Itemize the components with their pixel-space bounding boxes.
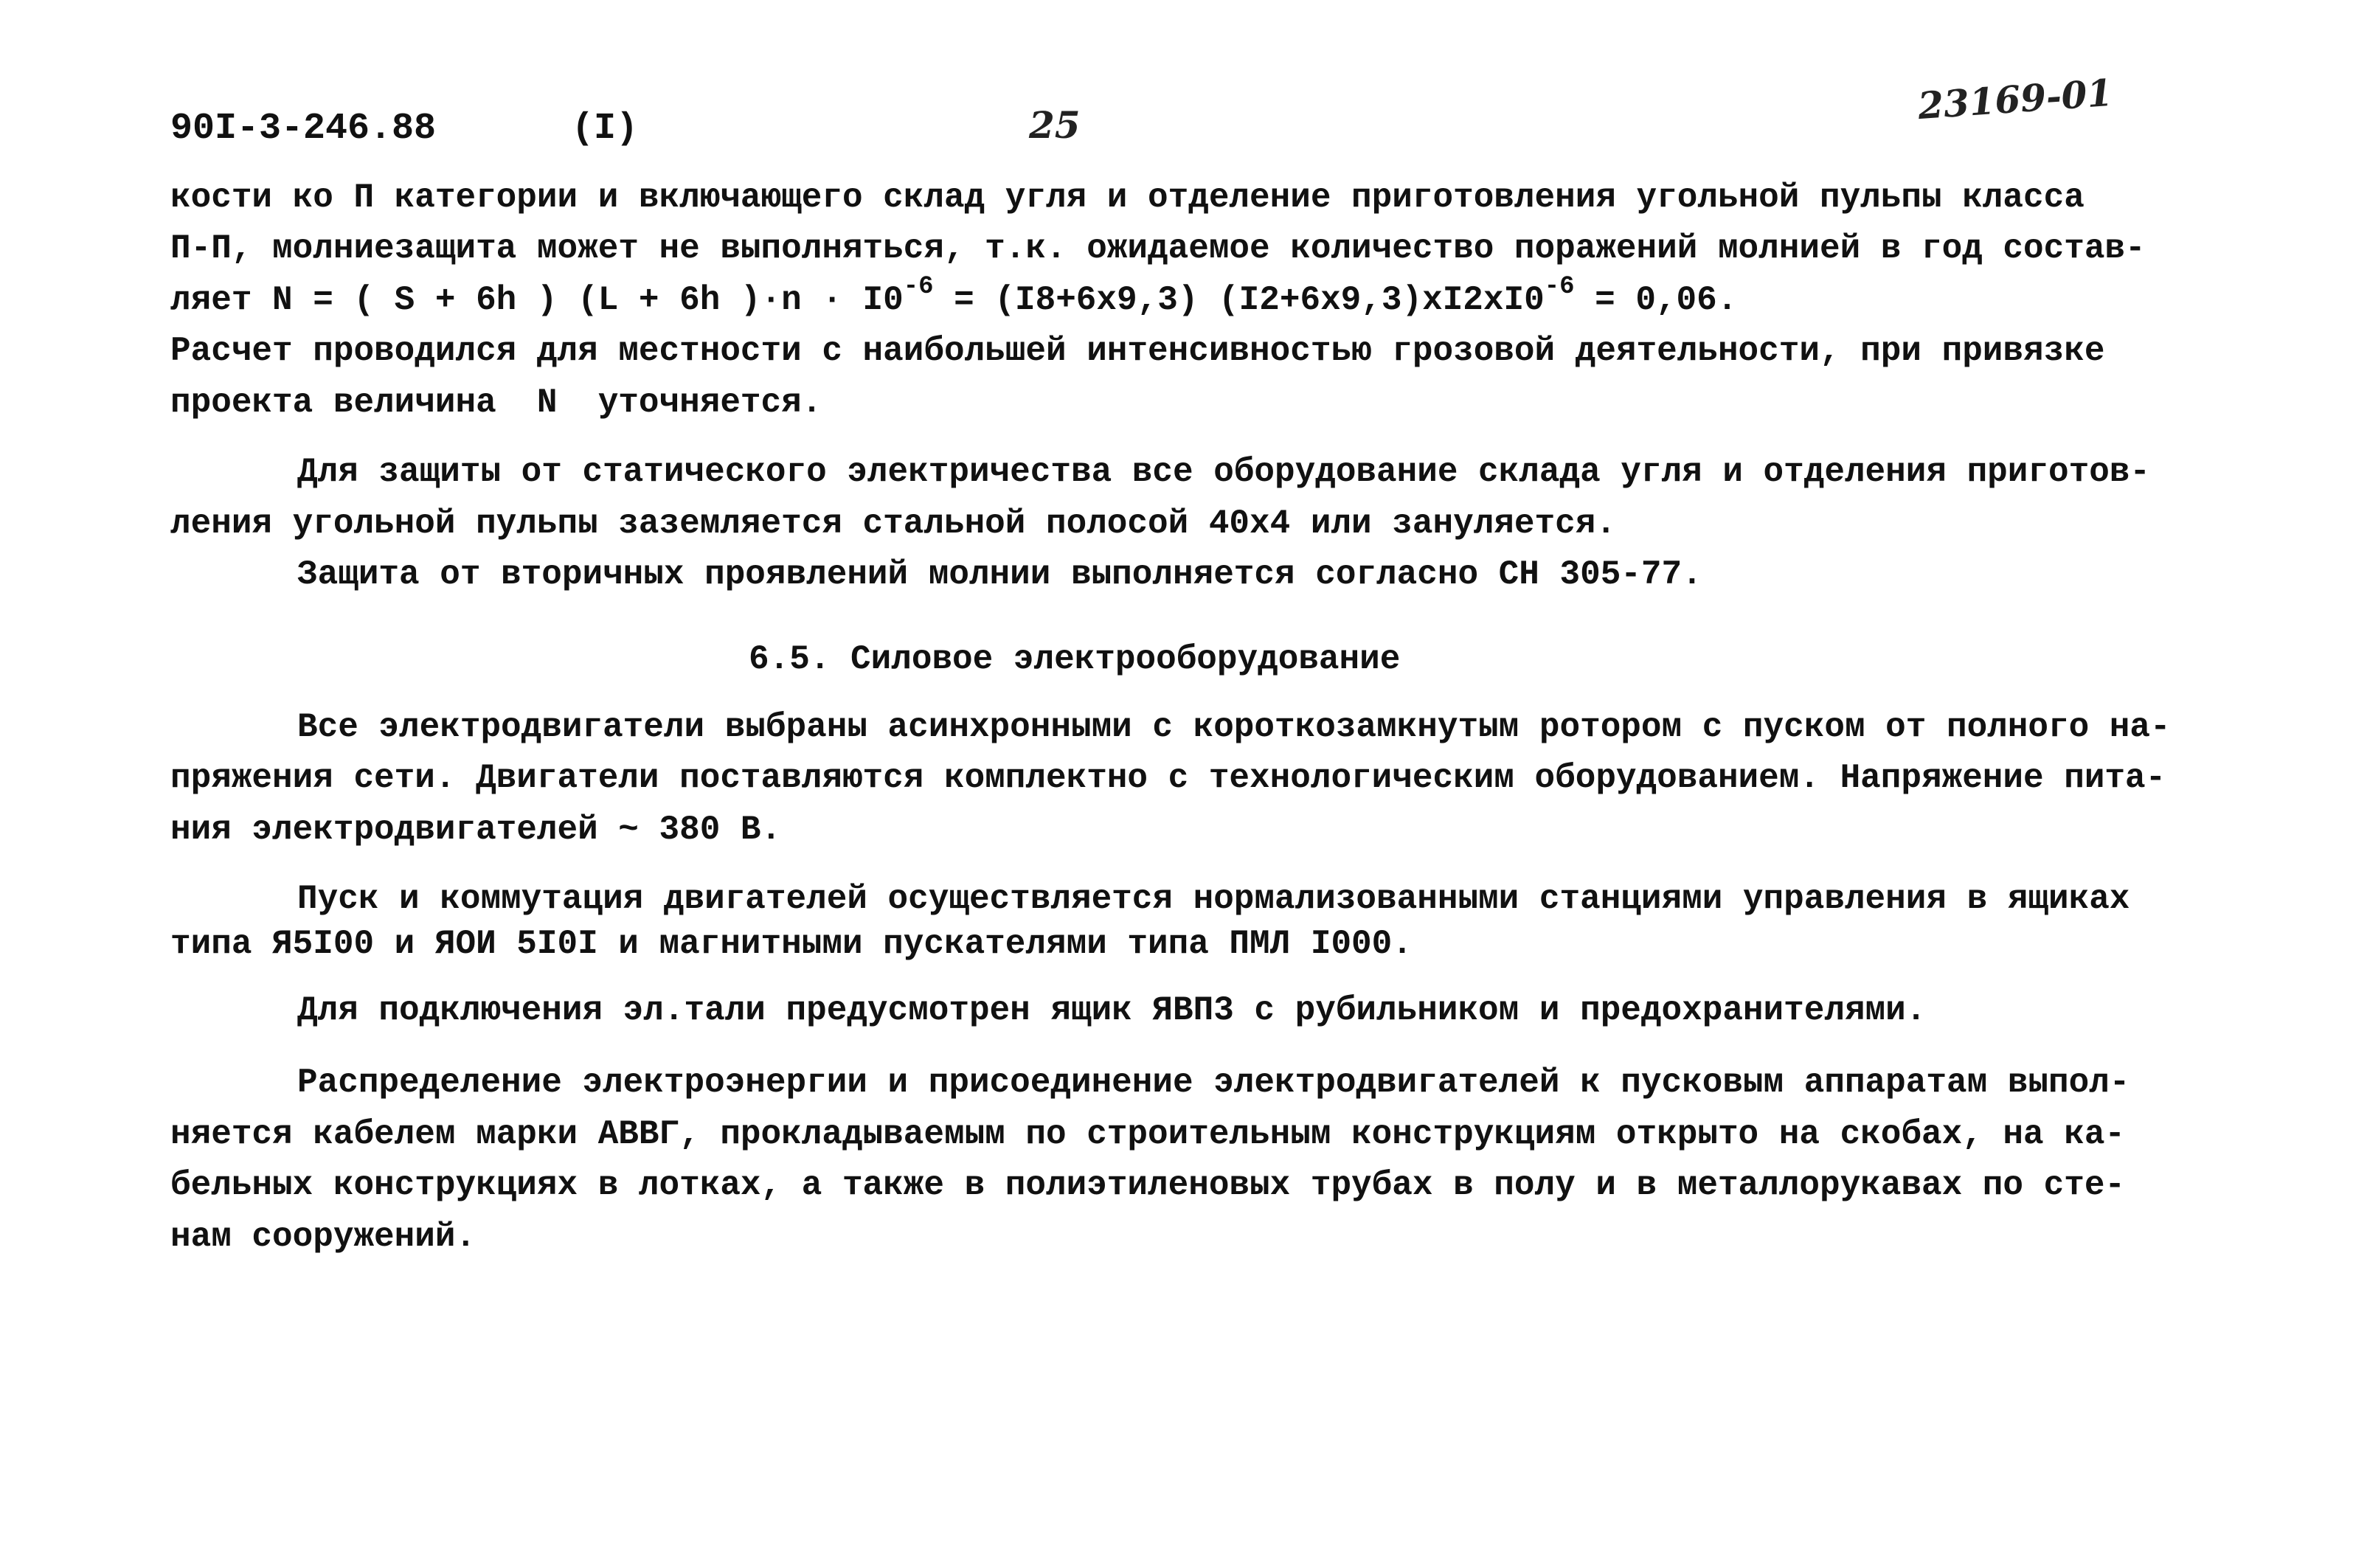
text-line: Расчет проводился для местности с наибольшей интенсивностью грозовой деятельности, при привязке	[170, 332, 2105, 370]
archive-number: 23169-01	[1916, 70, 2115, 128]
section-heading: 6.5. Силовое электрооборудование	[749, 640, 1401, 679]
text-line: Для защиты от статического электричества все оборудование склада угля и отделения приготов-	[297, 453, 2151, 491]
text-line: П-П, молниезащита может не выполняться, т.к. ожидаемое количество поражений молнией в год состав-	[170, 229, 2146, 268]
text-line: няется кабелем марки АВВГ, прокладываемым по строительным конструкциям открыто на скобах, на ка-	[170, 1115, 2126, 1154]
formula-prefix: ляет N = ( S + 6h ) (L + 6h )·n · I0	[170, 281, 904, 319]
text-line: Распределение электроэнергии и присоединение электродвигателей к пусковым аппаратам выпол-	[297, 1064, 2130, 1102]
doc-code: 90I-3-246.88	[170, 108, 437, 150]
text-line: бельных конструкциях в лотках, а также в полиэтиленовых трубах в полу и в металлорукавах по сте-	[170, 1166, 2126, 1204]
formula-exponent: -6	[903, 273, 934, 301]
formula-exponent: -6	[1544, 273, 1575, 301]
formula-result: = 0,06.	[1574, 281, 1738, 319]
text-line: нам сооружений.	[170, 1218, 477, 1256]
text-line: кости ко П категории и включающего склад угля и отделение приготовления угольной пульпы класса	[170, 178, 2085, 217]
text-line: Для подключения эл.тали предусмотрен ящик ЯВП3 с рубильником и предохранителями.	[297, 991, 1927, 1030]
page-number: 25	[1029, 103, 1081, 147]
formula-middle: = (I8+6x9,3) (I2+6x9,3)xI2xI0	[933, 281, 1545, 319]
text-line: типа Я5I00 и ЯОИ 5I0I и магнитными пускателями типа ПМЛ I000.	[170, 925, 1413, 963]
text-line: проекта величина N уточняется.	[170, 384, 822, 422]
doc-part: (I)	[572, 108, 639, 150]
formula-line	[170, 273, 1738, 321]
text-line: Все электродвигатели выбраны асинхронными с короткозамкнутым ротором с пуском от полного на-	[297, 708, 2171, 746]
text-line: Защита от вторичных проявлений молнии выполняется согласно СН 305-77.	[297, 555, 1702, 594]
text-line: ния электродвигателей ~ 380 В.	[170, 811, 782, 849]
text-line: ления угольной пульпы заземляется стальной полосой 40х4 или зануляется.	[170, 504, 1616, 543]
text-line: Пуск и коммутация двигателей осуществляется нормализованными станциями управления в ящиках	[297, 880, 2130, 918]
text-line: пряжения сети. Двигатели поставляются комплектно с технологическим оборудованием. Напряжение пита-	[170, 759, 2166, 797]
